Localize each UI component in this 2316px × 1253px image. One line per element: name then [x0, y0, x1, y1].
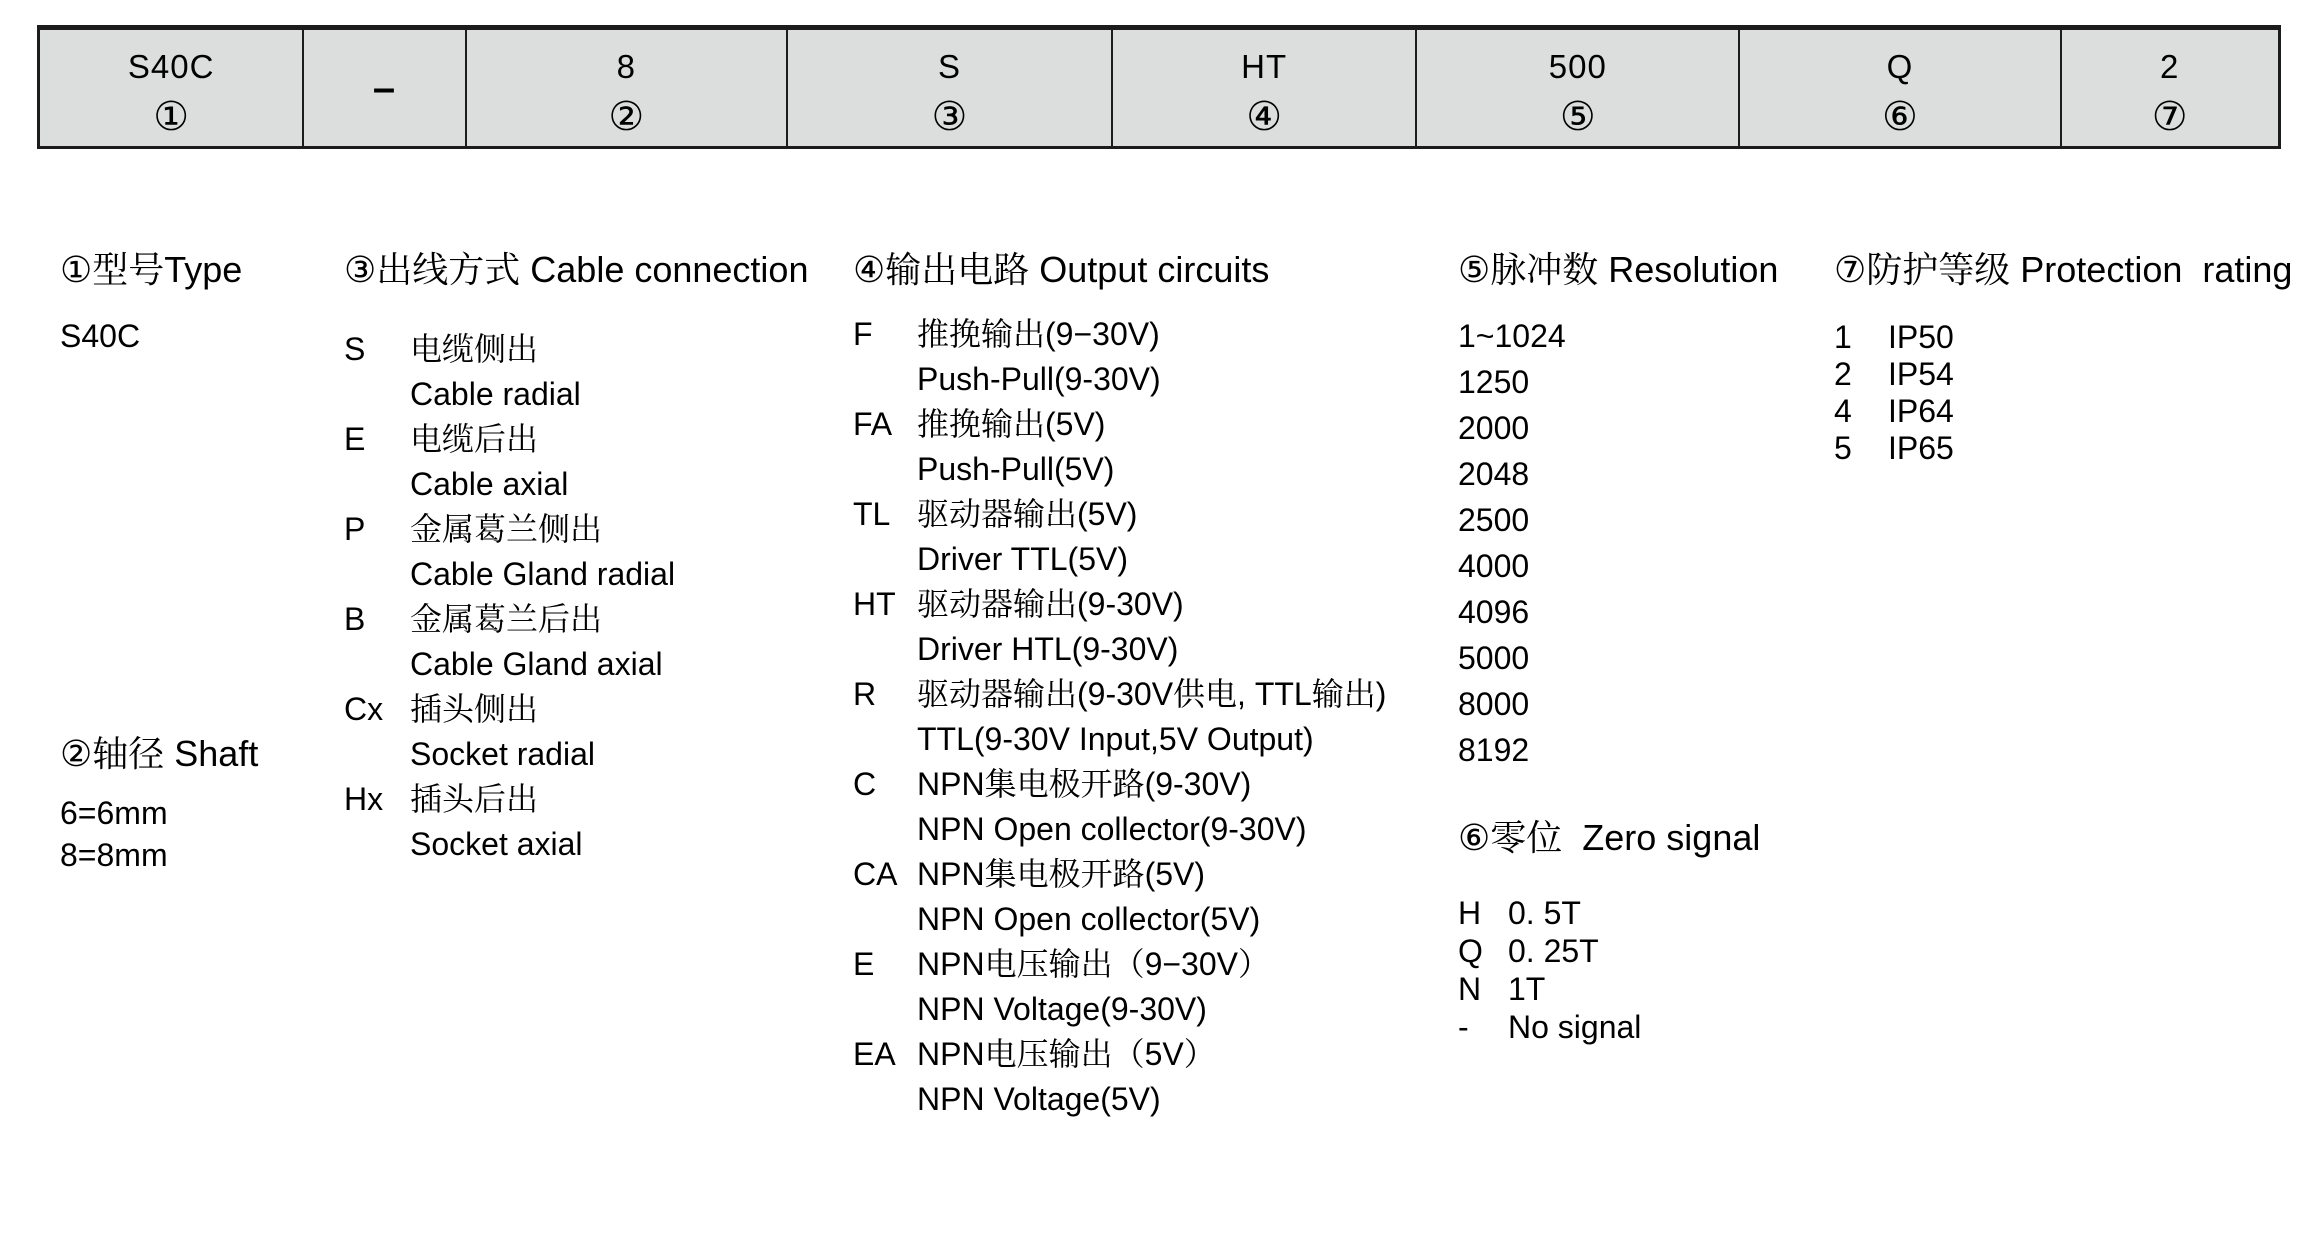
code-value: Q [1886, 48, 1914, 85]
code-value: 2 [2160, 48, 2180, 85]
option-desc-en: Driver TTL(5V) [917, 541, 1128, 577]
option-code: N [1458, 971, 1482, 1007]
protection-option [1834, 393, 2292, 430]
resolution-option: 2000 [1458, 410, 1530, 446]
section-cable-connection [344, 247, 808, 867]
section-title-zero-signal: ⑥零位 Zero signal [1458, 817, 1761, 858]
option-code: - [1458, 1009, 1469, 1045]
section-title-cable-connection: ③出线方式 Cable connection [344, 249, 809, 290]
option-desc-cn: 驱动器输出(9-30V) [917, 586, 1184, 622]
option-code: C [853, 766, 877, 802]
option-cn-row [344, 777, 808, 822]
option-desc-cn: 电缆侧出 [410, 331, 539, 367]
shaft-option: 6=6mm [60, 795, 168, 831]
output-circuits-options [853, 312, 1386, 1122]
cable-connection-options [344, 327, 808, 867]
option-desc-cn: 驱动器输出(9-30V供电, TTL输出) [917, 676, 1387, 712]
option-code: E [853, 946, 875, 982]
code-value: 500 [1548, 48, 1607, 85]
option-code: R [853, 676, 877, 712]
option-cn-row [853, 852, 1386, 897]
resolution-option: 2500 [1458, 502, 1530, 538]
resolution-option: 8192 [1458, 732, 1530, 768]
section-output-circuits [853, 247, 1386, 1122]
option-cn-row [853, 582, 1386, 627]
code-value: S [937, 48, 961, 85]
resolution-option: 4096 [1458, 594, 1530, 630]
option-cn-row [344, 507, 808, 552]
option-desc-cn: 驱动器输出(5V) [917, 496, 1138, 532]
option-desc-en: Cable Gland axial [410, 646, 663, 682]
code-cell-zero-signal [1738, 30, 2059, 146]
option-desc-en: NPN Voltage(9-30V) [917, 991, 1207, 1027]
section-title-shaft: ②轴径 Shaft [60, 733, 259, 774]
section-title-resolution: ⑤脉冲数 Resolution [1458, 249, 1779, 290]
option-code: TL [853, 496, 891, 532]
option-code: F [853, 316, 873, 352]
option-code: P [344, 511, 366, 547]
circled-index: ④ [1246, 95, 1283, 139]
option-cn-row [853, 402, 1386, 447]
type-model: S40C [60, 318, 141, 354]
option-desc-en: Socket radial [410, 736, 595, 772]
option-cn-row [344, 687, 808, 732]
zero-signal-options [1458, 894, 1778, 1046]
option-desc-en: Push-Pull(5V) [917, 451, 1115, 487]
option-code: B [344, 601, 366, 637]
order-code-table [37, 25, 2281, 149]
option-code: 2 [1834, 356, 1852, 392]
option-value: 1T [1508, 971, 1546, 1007]
zero-signal-option [1458, 970, 1778, 1008]
option-value: IP50 [1888, 319, 1954, 355]
section-title-output-circuits: ④输出电路 Output circuits [853, 249, 1270, 290]
code-cell-output [1111, 30, 1415, 146]
option-cn-row [853, 492, 1386, 537]
option-desc-cn: 金属葛兰后出 [410, 601, 603, 637]
code-cell-resolution [1415, 30, 1738, 146]
option-desc-cn: NPN集电极开路(9-30V) [917, 766, 1252, 802]
section-protection-rating [1834, 247, 2292, 467]
zero-signal-option [1458, 932, 1778, 970]
option-code: FA [853, 406, 893, 442]
option-value: IP65 [1888, 430, 1954, 466]
circled-index: ⑦ [2151, 95, 2188, 139]
resolution-option: 1250 [1458, 364, 1530, 400]
protection-rating-options [1834, 319, 2292, 467]
option-cn-row [344, 417, 808, 462]
resolution-option: 8000 [1458, 686, 1530, 722]
option-code: Hx [344, 781, 384, 817]
option-cn-row [853, 942, 1386, 987]
section-resolution-zero [1458, 247, 1778, 1046]
option-code: 4 [1834, 393, 1852, 429]
resolution-option: 5000 [1458, 640, 1530, 676]
protection-option [1834, 356, 2292, 393]
option-desc-en: Push-Pull(9-30V) [917, 361, 1161, 397]
option-desc-en: TTL(9-30V Input,5V Output) [917, 721, 1314, 757]
option-code: Cx [344, 691, 384, 727]
option-desc-cn: NPN电压输出（9−30V） [917, 946, 1270, 982]
option-cn-row [344, 327, 808, 372]
option-value: 0. 5T [1508, 895, 1581, 931]
code-cell-shaft [465, 30, 786, 146]
option-desc-cn: 插头侧出 [410, 691, 539, 727]
option-desc-en: Cable radial [410, 376, 581, 412]
option-desc-cn: 推挽输出(9−30V) [917, 316, 1160, 352]
option-cn-row [344, 597, 808, 642]
option-desc-en: Cable axial [410, 466, 569, 502]
protection-option [1834, 319, 2292, 356]
option-desc-cn: 插头后出 [410, 781, 539, 817]
option-cn-row [853, 1032, 1386, 1077]
option-code: CA [853, 856, 898, 892]
option-code: Q [1458, 933, 1483, 969]
code-value: 8 [616, 48, 636, 85]
zero-signal-option [1458, 1008, 1778, 1046]
code-value: S40C [127, 48, 215, 85]
shaft-option: 8=8mm [60, 837, 168, 873]
option-desc-en: Socket axial [410, 826, 583, 862]
circled-index: ③ [931, 95, 968, 139]
code-cell-protection [2060, 30, 2278, 146]
option-cn-row [853, 672, 1386, 717]
section-title-type: ①型号Type [60, 249, 243, 290]
circled-index: ⑥ [1882, 95, 1918, 139]
dash-separator: – [372, 66, 397, 110]
option-code: H [1458, 895, 1482, 931]
resolution-option: 1~1024 [1458, 318, 1566, 354]
option-code: EA [853, 1036, 896, 1072]
option-desc-cn: 电缆后出 [410, 421, 539, 457]
option-value: IP64 [1888, 393, 1954, 429]
option-code: S [344, 331, 366, 367]
circled-index: ① [153, 95, 190, 139]
option-desc-cn: 推挽输出(5V) [917, 406, 1106, 442]
option-code: 1 [1834, 319, 1852, 355]
code-value: HT [1241, 48, 1288, 85]
zero-signal-option [1458, 894, 1778, 932]
code-cell-dash [302, 30, 464, 146]
option-desc-en: Driver HTL(9-30V) [917, 631, 1179, 667]
protection-option [1834, 430, 2292, 467]
resolution-option: 4000 [1458, 548, 1530, 584]
option-code: 5 [1834, 430, 1852, 466]
code-cell-model [40, 30, 302, 146]
resolution-options [1458, 313, 1778, 773]
section-type-shaft [60, 247, 258, 876]
option-value: IP54 [1888, 356, 1954, 392]
resolution-option: 2048 [1458, 456, 1530, 492]
option-cn-row [853, 762, 1386, 807]
option-cn-row [853, 312, 1386, 357]
option-value: No signal [1508, 1009, 1642, 1045]
option-code: E [344, 421, 366, 457]
option-desc-cn: NPN电压输出（5V） [917, 1036, 1216, 1072]
option-desc-cn: NPN集电极开路(5V) [917, 856, 1206, 892]
option-desc-en: NPN Voltage(5V) [917, 1081, 1161, 1117]
option-desc-en: NPN Open collector(9-30V) [917, 811, 1307, 847]
section-title-protection-rating: ⑦防护等级 Protection rating [1834, 249, 2293, 290]
circled-index: ② [608, 95, 645, 139]
option-desc-cn: 金属葛兰侧出 [410, 511, 603, 547]
option-desc-en: NPN Open collector(5V) [917, 901, 1261, 937]
option-code: HT [853, 586, 896, 622]
option-desc-en: Cable Gland radial [410, 556, 676, 592]
code-cell-cable [786, 30, 1111, 146]
shaft-options [60, 792, 258, 876]
circled-index: ⑤ [1559, 95, 1596, 139]
option-value: 0. 25T [1508, 933, 1599, 969]
